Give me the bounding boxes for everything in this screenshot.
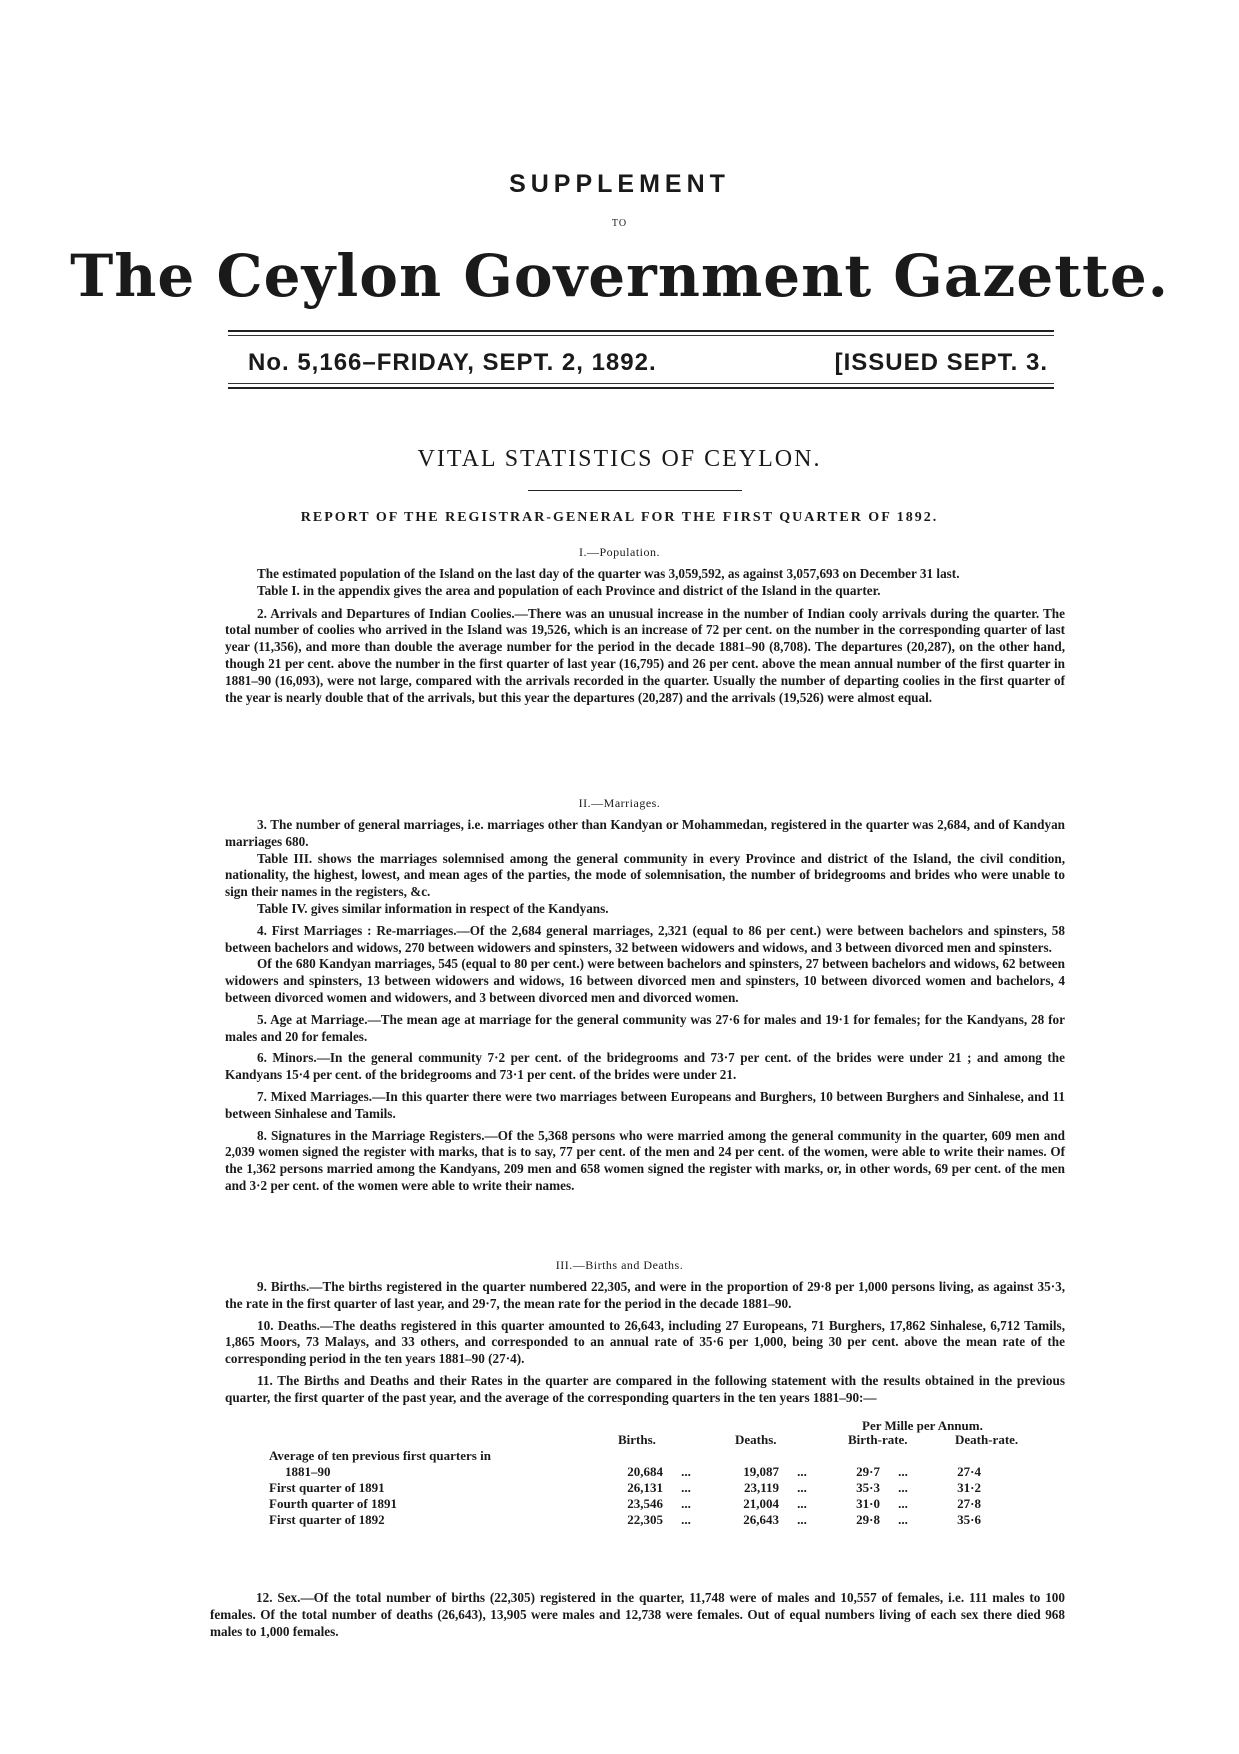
deaths-cell — [705, 1448, 783, 1464]
births-cell: 26,131 — [627, 1480, 663, 1495]
population-section — [225, 566, 1065, 706]
masthead-rule-bottom-thin — [228, 383, 1054, 384]
leader-dots: ... — [681, 1496, 691, 1511]
supplement-heading: SUPPLEMENT — [509, 170, 730, 198]
masthead-rule-top — [228, 330, 1054, 332]
paragraph: Table I. in the appendix gives the area and population of each Province and district of the Island in the quarter. — [257, 582, 881, 598]
leader-dots: ... — [898, 1480, 908, 1495]
paragraph: 7. Mixed Marriages.—In this quarter there were two marriages between Europeans and Burghers, 10 between Burghers and Sinhalese, and 11 between Sinhalese and Tamils. — [225, 1088, 1065, 1121]
row-label: Fourth quarter of 1891 — [269, 1496, 397, 1511]
marriages-section — [225, 817, 1065, 1195]
masthead-rule-top-thin — [228, 335, 1054, 336]
table-row — [265, 1448, 985, 1464]
births-cell: 23,546 — [627, 1496, 663, 1511]
deathrate-cell: 31·2 — [957, 1480, 981, 1495]
paragraph: 12. Sex.—Of the total number of births (22,305) registered in the quarter, 11,748 were of males and 10,557 of females, i.e. 111 males to 100 females. Of the total number of deaths (26,643), 13,905 were males and 12,738 were females. Out of equal numbers living of each sex there died 968 males to 1,000 females. — [210, 1590, 1065, 1639]
deaths-column-header: Deaths. — [735, 1432, 777, 1447]
paragraph: Of the 680 Kandyan marriages, 545 (equal to 80 per cent.) were between bachelors and spinsters, 27 between bachelors and widows, 62 between widowers and spinsters, 13 between widowers and widows, 16 between divorced men and spinsters, 10 between divorced women and bachelors, 4 between divorced women and widowers, and 3 between divorced men and divorced women. — [225, 956, 1065, 1005]
row-label: First quarter of 1891 — [269, 1480, 385, 1495]
sex-section — [210, 1590, 1065, 1640]
row-label: 1881–90 — [285, 1464, 331, 1479]
deathrate-cell — [922, 1448, 985, 1464]
paragraph: The estimated population of the Island on the last day of the quarter was 3,059,592, as against 3,057,693 on December 31 last. — [257, 566, 960, 581]
table-row — [265, 1480, 985, 1496]
paragraph: Table III. shows the marriages solemnised among the general community in every Province and district of the Island, the civil condition, nationality, the highest, lowest, and mean ages of the parties, the mode of solemnisation, the number of bridegrooms and brides who were unable to sign their names in the registers, &c. — [225, 850, 1065, 900]
birthrate-cell: 29·8 — [856, 1512, 880, 1527]
section-heading-births-deaths: III.—Births and Deaths. — [555, 1258, 684, 1272]
leader-dots — [667, 1448, 705, 1464]
issue-number-date: No. 5,166–FRIDAY, SEPT. 2, 1892. — [248, 349, 657, 376]
leader-dots — [884, 1448, 922, 1464]
paragraph: 8. Signatures in the Marriage Registers.—Of the 5,368 persons who were married among the general community in the quarter, 609 men and 2,039 women signed the register with marks, that is to say, 77 per cent. of the men and 24 per cent. of the women, were able to write their names. Of the 1,362 persons married among the Kandyans, 209 men and 658 women signed the register with marks, or, in other words, 69 per cent. of the men and 3·2 per cent. of the women were able to write their names. — [225, 1127, 1065, 1193]
section-heading-population: I.—Population. — [579, 545, 660, 559]
table-row — [265, 1496, 985, 1512]
birthrate-cell: 29·7 — [856, 1464, 880, 1479]
deathrate-cell: 27·8 — [957, 1496, 981, 1511]
report-title: VITAL STATISTICS OF CEYLON. — [417, 446, 822, 472]
paragraph: 2. Arrivals and Departures of Indian Coolies.—There was an unusual increase in the number of Indian cooly arrivals during the quarter. The total number of coolies who arrived in the Island was 19,526, which is an increase of 72 per cent. on the number in the corresponding quarter of last year (11,356), and more than double the average number for the period in the decade 1881–90 (8,708). The departures (20,287), on the other hand, though 21 per cent. above the number in the first quarter of last year (16,795) and 26 per cent. above the mean annual number of the first quarter in 1881–90 (16,093), were not large, compared with the arrivals recorded in the quarter. Usually the number of departing coolies in the first quarter of the year is nearly double that of the arrivals, but this year the departures (20,287) and the arrivals (19,526) were almost equal. — [225, 605, 1065, 705]
report-subtitle: REPORT OF THE REGISTRAR-GENERAL FOR THE FIRST QUARTER OF 1892. — [300, 510, 939, 525]
leader-dots: ... — [681, 1464, 691, 1479]
title-rule — [528, 490, 742, 491]
birthrate-cell — [821, 1448, 884, 1464]
table-row — [265, 1464, 985, 1480]
birthrate-column-header: Birth-rate. — [848, 1432, 908, 1447]
deathrate-cell: 35·6 — [957, 1512, 981, 1527]
per-mille-header: Per Mille per Annum. — [862, 1418, 983, 1433]
paragraph: 9. Births.—The births registered in the quarter numbered 22,305, and were in the proportion of 29·8 per 1,000 persons living, as against 35·3, the rate in the first quarter of last year, and 29·7, the mean rate for the period in the decade 1881–90. — [225, 1279, 1065, 1311]
births-cell: 20,684 — [627, 1464, 663, 1479]
leader-dots: ... — [898, 1512, 908, 1527]
leader-dots: ... — [797, 1464, 807, 1479]
birthrate-cell: 31·0 — [856, 1496, 880, 1511]
row-label: First quarter of 1892 — [269, 1512, 385, 1527]
paragraph: 4. First Marriages : Re-marriages.—Of the 2,684 general marriages, 2,321 (equal to 86 per cent.) were between bachelors and spinsters, 58 between bachelors and widows, 270 between widowers and spinsters, 32 between widowers and widows, and 3 between divorced men and spinsters. — [225, 922, 1065, 955]
deathrate-cell: 27·4 — [957, 1464, 981, 1479]
gazette-masthead: The Ceylon Government Gazette. — [70, 242, 1169, 310]
births-column-header: Births. — [618, 1432, 656, 1447]
births-cell: 22,305 — [627, 1512, 663, 1527]
table-row — [265, 1512, 985, 1528]
paragraph: 5. Age at Marriage.—The mean age at marriage for the general community was 27·6 for males and 19·1 for females; for the Kandyans, 28 for males and 20 for females. — [225, 1011, 1065, 1044]
paragraph: 3. The number of general marriages, i.e. marriages other than Kandyan or Mohammedan, registered in the quarter was 2,684, and of Kandyan marriages 680. — [225, 817, 1065, 849]
deathrate-column-header: Death-rate. — [955, 1432, 1019, 1447]
leader-dots: ... — [681, 1480, 691, 1495]
comparison-table — [265, 1448, 985, 1528]
paragraph: 11. The Births and Deaths and their Rates in the quarter are compared in the following statement with the results obtained in the previous quarter, the first quarter of the past year, and the average of the corresponding quarters in the ten years 1881–90:— — [225, 1372, 1065, 1405]
paragraph: 10. Deaths.—The deaths registered in this quarter amounted to 26,643, including 27 Europeans, 71 Burghers, 17,862 Sinhalese, 6,712 Tamils, 1,865 Moors, 73 Malays, and 33 others, and corresponded to an annual rate of 35·6 per 1,000, being 30 per cent. above the mean rate of the corresponding period in the ten years 1881–90 (27·4). — [225, 1317, 1065, 1367]
births-deaths-section — [225, 1279, 1065, 1407]
leader-dots: ... — [898, 1496, 908, 1511]
birthrate-cell: 35·3 — [856, 1480, 880, 1495]
leader-dots: ... — [898, 1464, 908, 1479]
leader-dots — [783, 1448, 821, 1464]
to-label: TO — [611, 218, 628, 229]
deaths-cell: 21,004 — [743, 1496, 779, 1511]
leader-dots: ... — [797, 1512, 807, 1527]
leader-dots: ... — [797, 1480, 807, 1495]
deaths-cell: 19,087 — [743, 1464, 779, 1479]
row-label: Average of ten previous first quarters in — [269, 1448, 491, 1463]
issue-line — [248, 349, 1054, 377]
masthead-rule-bottom — [228, 387, 1054, 389]
births-cell — [589, 1448, 667, 1464]
issued-date: [ISSUED SEPT. 3. — [834, 349, 1048, 376]
leader-dots: ... — [797, 1496, 807, 1511]
deaths-cell: 23,119 — [743, 1480, 779, 1495]
leader-dots: ... — [681, 1512, 691, 1527]
paragraph: 6. Minors.—In the general community 7·2 per cent. of the bridegrooms and 73·7 per cent. of the brides were under 21 ; and among the Kandyans 15·4 per cent. of the bridegrooms and 73·1 per cent. of the brides were under 21. — [225, 1050, 1065, 1083]
deaths-cell: 26,643 — [743, 1512, 779, 1527]
section-heading-marriages: II.—Marriages. — [578, 796, 661, 810]
paragraph: Table IV. gives similar information in respect of the Kandyans. — [257, 900, 609, 916]
